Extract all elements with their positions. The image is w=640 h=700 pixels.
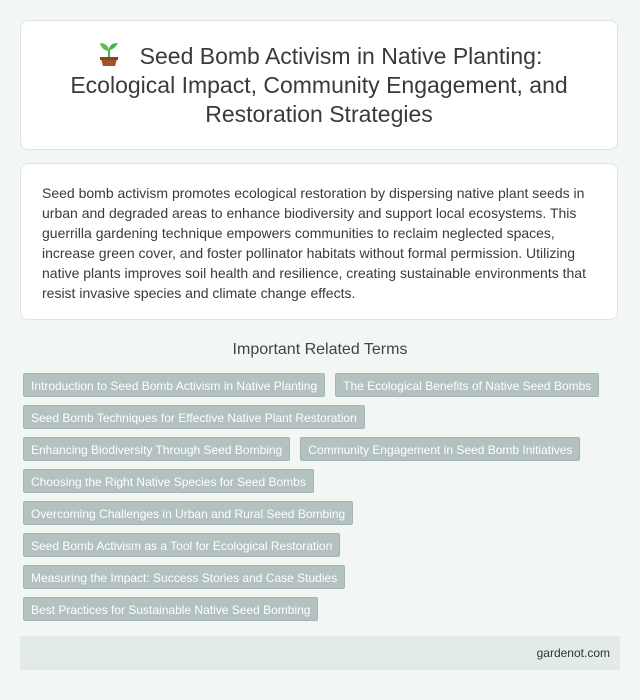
term-row [23, 597, 623, 621]
footer [20, 636, 620, 670]
term-tag[interactable]: Seed Bomb Techniques for Effective Native Plant Restoration [23, 405, 365, 429]
term-tag[interactable]: Choosing the Right Native Species for Seed Bombs [23, 469, 314, 493]
term-tag[interactable]: Measuring the Impact: Success Stories and Case Studies [23, 565, 345, 589]
term-row [23, 373, 623, 397]
seedling-icon [96, 41, 122, 67]
related-terms-heading: Important Related Terms [232, 341, 408, 358]
term-tag[interactable]: Best Practices for Sustainable Native Seed Bombing [23, 597, 318, 621]
term-tag[interactable]: Community Engagement in Seed Bomb Initiatives [300, 437, 580, 461]
term-row [23, 469, 623, 493]
term-tag[interactable]: The Ecological Benefits of Native Seed Bombs [335, 373, 599, 397]
summary-text: Seed bomb activism promotes ecological restoration by dispersing native plant seeds in urban and degraded areas to enhance biodiversity and support local ecosystems. This guerrilla gardening technique empowers communities to reclaim neglected spaces, increase green cover, and foster pollinator habitats without formal permission. Utilizing native plants improves soil health and resilience, creating sustainable environments that resist invasive species and climate change effects. [42, 185, 586, 301]
summary-card [20, 163, 618, 320]
title-card [20, 20, 618, 150]
term-tag[interactable]: Seed Bomb Activism as a Tool for Ecological Restoration [23, 533, 340, 557]
related-terms-list [23, 373, 623, 629]
term-row [23, 565, 623, 589]
term-row [23, 437, 623, 461]
term-tag[interactable]: Overcoming Challenges in Urban and Rural Seed Bombing [23, 501, 353, 525]
term-tag[interactable]: Introduction to Seed Bomb Activism in Native Planting [23, 373, 325, 397]
page-title-text: Seed Bomb Activism in Native Planting: Ecological Impact, Community Engagement, and Restoration Strategies [70, 43, 568, 127]
term-row [23, 501, 623, 525]
term-tag[interactable]: Enhancing Biodiversity Through Seed Bombing [23, 437, 290, 461]
page-title [21, 41, 617, 129]
footer-site-link[interactable]: gardenot.com [536, 646, 610, 660]
term-row [23, 533, 623, 557]
term-row [23, 405, 623, 429]
